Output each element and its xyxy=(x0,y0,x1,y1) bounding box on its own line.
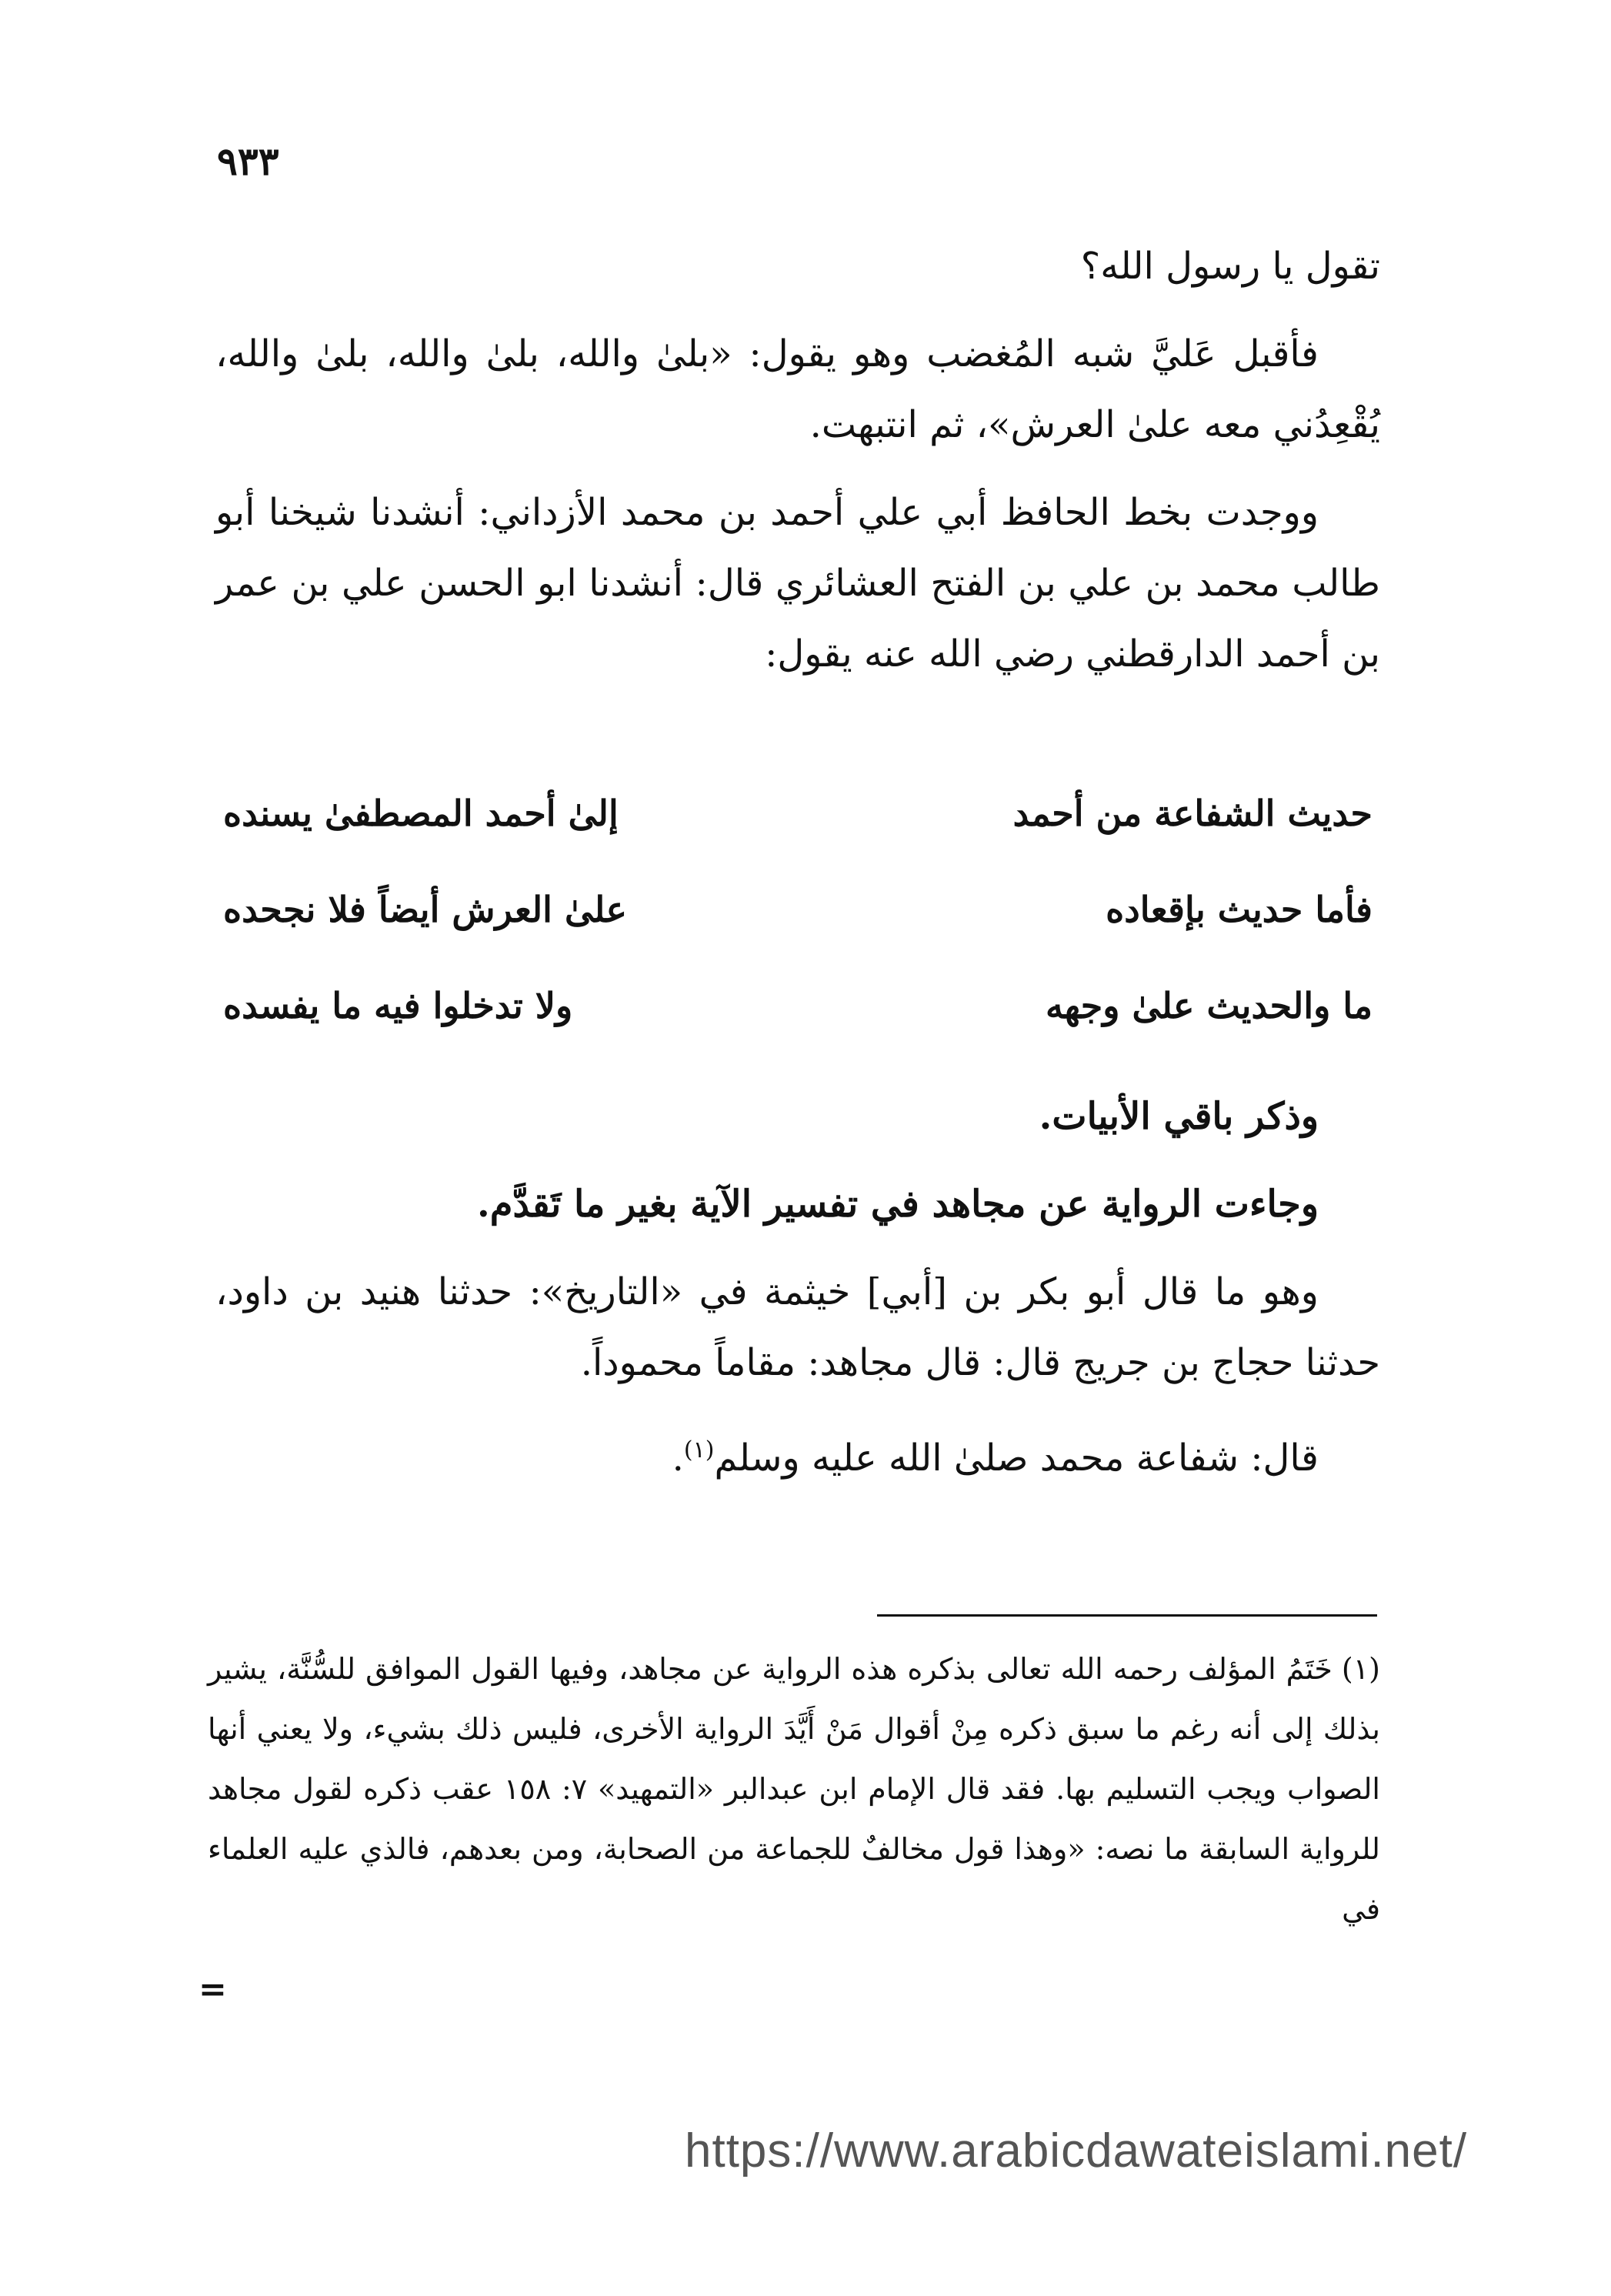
watermark-url: https://www.arabicdawateislami.net/ xyxy=(685,2124,1468,2178)
paragraph-chain: ووجدت بخط الحافظ أبي علي أحمد بن محمد الأزداني: أنشدنا شيخنا أبو طالب محمد بن علي بن الفتح العشائري قال: أنشدنا ابو الحسن علي بن عمر بن أحمد الدارقطني رضي الله عنه يقول: xyxy=(215,491,1380,676)
paragraph-question: تقول يا رسول الله؟ xyxy=(1080,245,1380,288)
verse-second-hemistich: إلىٰ أحمد المصطفىٰ يسنده xyxy=(223,793,619,834)
footnote-marker: (١) xyxy=(1341,1652,1380,1686)
footnote-text: خَتَمُ المؤلف رحمه الله تعالى بذكره هذه الرواية عن مجاهد، وفيها القول الموافق للسُّنَّة، يشير بذلك إلى أنه رغم ما سبق ذكره مِنْ أقوال مَنْ أَيَّدَ الرواية الأخرى، فليس ذلك بشيء، ولا يعني أنها الصواب ويجب التسليم بها. فقد قال الإمام ابن عبدالبر «التمهيد» ٧: ١٥٨ عقب ذكره لقول مجاهد للرواية السابقة ما نصه: «وهذا قول مخالفٌ للجماعة من الصحابة، ومن بعدهم، فالذي عليه العلماء في xyxy=(208,1652,1380,1926)
intercession-text: قال: شفاعة محمد صلىٰ الله عليه وسلم xyxy=(714,1437,1319,1480)
verse-first-hemistich: فأما حديث بإقعاده xyxy=(1106,889,1373,930)
paragraph-mujahid-narration: وجاءت الرواية عن مجاهد في تفسير الآية بغير ما تَقدَّم. xyxy=(477,1183,1319,1226)
verse-second-hemistich: علىٰ العرش أيضاً فلا نجحده xyxy=(223,889,627,930)
page-number: ٩٣٣ xyxy=(217,138,279,184)
intercession-period: . xyxy=(672,1437,684,1480)
paragraph-intercession xyxy=(215,1415,1380,1493)
poem-verse xyxy=(223,985,1373,1081)
verse-second-hemistich: ولا تدخلوا فيه ما يفسده xyxy=(223,985,573,1026)
paragraph-vision: فأقبل عَليَّ شبه المُغضب وهو يقول: «بلىٰ والله، بلىٰ والله، بلىٰ والله، يُقْعِدُني معه علىٰ العرش»، ثم انتبهت. xyxy=(215,332,1380,446)
verse-first-hemistich: حديث الشفاعة من أحمد xyxy=(1012,793,1373,834)
poem-verse xyxy=(223,889,1373,985)
verse-first-hemistich: ما والحديث علىٰ وجهه xyxy=(1045,985,1373,1026)
footnote-separator xyxy=(877,1614,1377,1617)
poem-block xyxy=(223,793,1373,1081)
poem-verse xyxy=(223,793,1373,889)
main-text-block xyxy=(215,231,1380,706)
paragraph-khaythama: وهو ما قال أبو بكر بن [أبي] خيثمة في «التاريخ»: حدثنا هنيد بن داود، حدثنا حجاج بن جريج قال: قال مجاهد: مقاماً محموداً. xyxy=(215,1270,1380,1384)
footnote-reference: (١) xyxy=(683,1437,715,1463)
footnote xyxy=(208,1639,1380,1939)
footnote-continuation-mark: = xyxy=(198,1970,227,2009)
lower-text-block xyxy=(215,1081,1380,1510)
paragraph-remaining-verses: وذكر باقي الأبيات. xyxy=(1039,1095,1319,1138)
